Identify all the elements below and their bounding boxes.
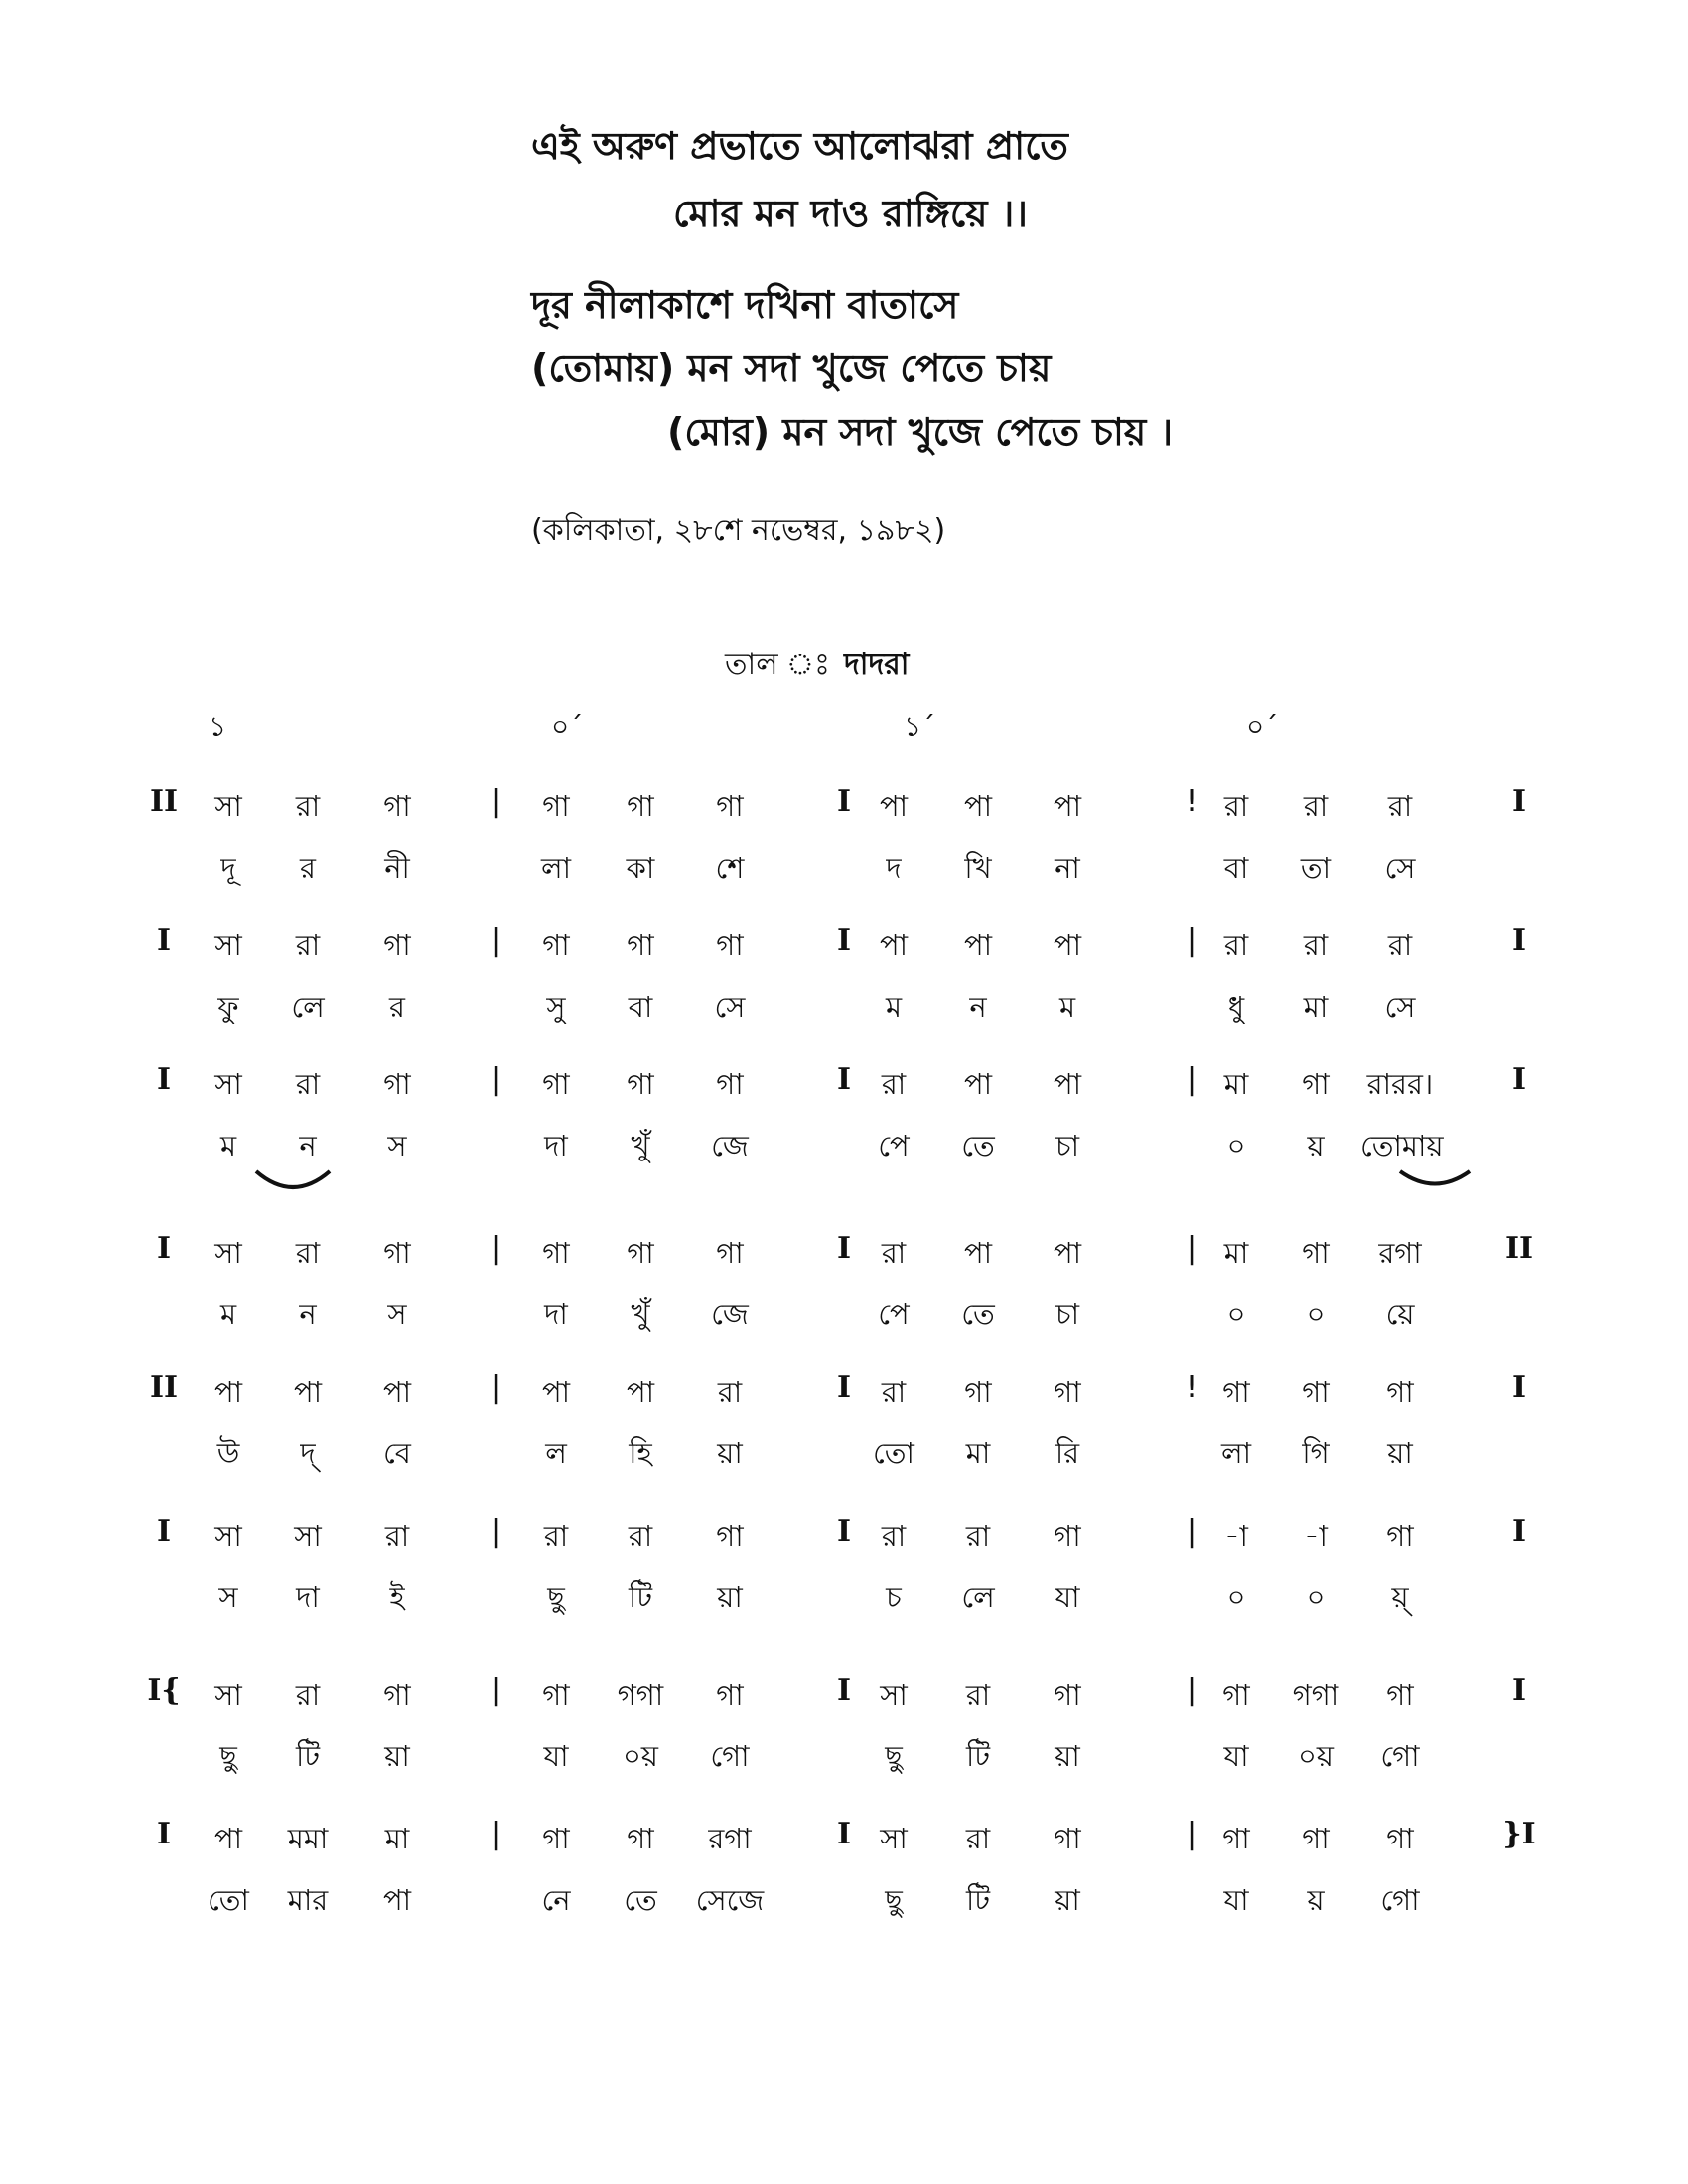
swara-note: গা [716,1067,744,1101]
bar-line: | [491,1817,502,1851]
swara-note: রা [543,1519,569,1553]
lyric-syllable: সে [1384,990,1416,1024]
swara-note: রা [1303,789,1329,823]
swara-note: গা [1386,1375,1414,1409]
bar-line: I [836,1062,852,1097]
swara-note: রা [295,928,321,962]
lyric-syllable: মার [287,1883,329,1917]
lyric-syllable: নী [384,851,410,885]
swara-note: রা [965,1519,991,1553]
swara-note: সা [214,1236,242,1270]
bar-line: ! [1185,1370,1198,1405]
lyric-syllable: দা [544,1297,568,1331]
lyric-syllable: তো [873,1436,914,1470]
swara-note: মা [1223,1236,1249,1270]
lyric-syllable: জে [711,1129,749,1162]
lyric-syllable: পে [878,1129,910,1162]
swara-note: গা [1302,1236,1330,1270]
swara-note: মা [384,1822,410,1855]
swara-note: সা [214,928,242,962]
lyric-syllable: য়ে [1385,1297,1415,1331]
swara-note: গা [1302,1375,1330,1409]
lyric-syllable: পা [382,1883,412,1917]
swara-note: গা [1386,1519,1414,1553]
swara-note: রা [295,1067,321,1101]
lyric-syllable: খুঁ [631,1129,650,1162]
bar-line: I{ [147,1673,181,1707]
bar-line: I [836,1673,852,1707]
lyric-syllable: সে [714,990,746,1024]
swara-note: রা [881,1067,907,1101]
lyric-syllable: নে [541,1883,571,1917]
lyric-syllable: ল [545,1436,567,1470]
bar-line: | [1186,923,1197,958]
swara-note: গা [627,928,654,962]
swara-note: গা [542,1822,570,1855]
swara-note: গা [1054,1678,1081,1711]
lyric-syllable: লা [1220,1436,1252,1470]
swara-note: গা [627,1822,654,1855]
swara-note: গা [1222,1822,1250,1855]
bar-line: I [836,1231,852,1266]
lyric-syllable: য়া [1387,1436,1413,1470]
tal-value: দাদরা [844,647,910,682]
lyric-syllable: বা [628,990,653,1024]
lyric-syllable: যা [543,1739,569,1773]
bar-line: | [491,923,502,958]
lyric-syllable: বা [1223,851,1249,885]
lyric-syllable: ০ [1306,1580,1326,1614]
swara-note: সা [214,1678,242,1711]
bar-line: I [1511,923,1527,958]
lyric-syllable: ন [299,1129,317,1162]
swara-note: গা [627,1067,654,1101]
lyric-syllable: কা [626,851,655,885]
lyric-syllable: দা [296,1580,320,1614]
lyric-syllable: শে [715,851,745,885]
swara-note: গা [1054,1822,1081,1855]
bar-line: | [491,784,502,819]
swara-note: গা [716,789,744,823]
swara-note: রারর। [1366,1067,1434,1101]
lyric-syllable: গো [1380,1739,1420,1773]
swara-note: রা [295,789,321,823]
lyric-line-4: (তোমায়) মন সদা খুজে পেতে চায় [531,346,1052,390]
swara-note: গা [383,928,411,962]
lyric-syllable: দ্ [300,1436,316,1470]
swara-note: গা [716,1236,744,1270]
swara-note: গা [542,1236,570,1270]
lyric-syllable: লা [540,851,572,885]
swara-note: পা [626,1375,655,1409]
lyric-syllable: স [387,1297,407,1331]
lyric-syllable: ফু [217,990,239,1024]
notation-row [0,1370,1688,1479]
bar-line: II [1504,1231,1534,1266]
beat-marker-4: ০´ [1246,710,1279,743]
beat-marker-3: ১´ [904,710,936,743]
bar-line: I [156,1817,172,1851]
composition-date: (কলিকাতা, ২৮শে নভেম্বর, ১৯৮২) [531,513,946,548]
lyric-syllable: বে [383,1436,411,1470]
swara-note: রা [1387,789,1413,823]
lyric-syllable: দ [886,851,902,885]
bar-line: II [149,784,179,819]
swara-note: গা [964,1375,992,1409]
lyric-syllable: স [218,1580,238,1614]
lyric-line-1: এই অরুণ প্রভাতে আলোঝরা প্রাতে [531,124,1068,168]
lyric-line-2: মোর মন দাও রাঙ্গিয়ে ।। [673,192,1028,235]
swara-note: গা [1302,1067,1330,1101]
swara-note: পা [1053,928,1082,962]
lyric-syllable: তো [208,1883,249,1917]
lyric-syllable: গো [1380,1883,1420,1917]
swara-note: গা [542,789,570,823]
notation-row [0,1514,1688,1623]
swara-note: সা [214,1519,242,1553]
lyric-syllable: যা [1223,1739,1249,1773]
lyric-syllable: না [1055,851,1080,885]
bar-line: I [836,1370,852,1405]
bar-line: | [1186,1817,1197,1851]
bar-line: I [1511,1062,1527,1097]
swara-note: গা [383,789,411,823]
lyric-syllable: ০ [1226,1129,1246,1162]
swara-note: পা [541,1375,571,1409]
swara-note: -া [1304,1519,1328,1553]
lyric-syllable: খি [964,851,992,885]
lyric-syllable: তে [624,1883,657,1917]
bar-line: }I [1502,1817,1536,1851]
lyric-syllable: সেজে [695,1883,765,1917]
bar-line: | [491,1062,502,1097]
lyric-syllable: ম [1058,990,1076,1024]
swara-note: রগা [1378,1236,1422,1270]
swara-note: গা [542,928,570,962]
swara-note: গা [716,928,744,962]
lyric-syllable: হি [629,1436,652,1470]
notation-row [0,1231,1688,1340]
beat-marker-1: ১ [209,710,227,743]
notation-row [0,1817,1688,1926]
swara-note: গা [716,1678,744,1711]
swara-note: গগা [617,1678,664,1711]
bar-line: I [836,923,852,958]
lyric-syllable: ম [219,1129,237,1162]
lyric-syllable: দূ [220,851,236,885]
swara-note: সা [214,789,242,823]
swara-note: গা [1386,1678,1414,1711]
bar-line: I [836,1514,852,1549]
lyric-syllable: সু [546,990,566,1024]
lyric-syllable: তোমায় [1360,1129,1444,1162]
bar-line: I [156,1231,172,1266]
lyric-syllable: ন [969,990,987,1024]
lyric-syllable: য়া [1055,1883,1080,1917]
lyric-syllable: চ [886,1580,902,1614]
swara-note: গা [1054,1375,1081,1409]
lyric-syllable: র [300,851,316,885]
bar-line: I [1511,1673,1527,1707]
lyric-syllable: য়া [384,1739,410,1773]
swara-note: রা [384,1519,410,1553]
swara-note: পা [213,1375,243,1409]
swara-note: রা [295,1236,321,1270]
swara-note: গা [627,789,654,823]
bar-line: | [491,1514,502,1549]
bar-line: | [1186,1673,1197,1707]
swara-note: সা [880,1822,908,1855]
lyric-syllable: ০য় [1298,1739,1334,1773]
swara-note: গা [542,1678,570,1711]
bar-line: II [149,1370,179,1405]
swara-note: গা [383,1067,411,1101]
swara-note: রা [295,1678,321,1711]
swara-note: গগা [1292,1678,1339,1711]
swara-note: রা [965,1678,991,1711]
lyric-syllable: স [387,1129,407,1162]
swara-note: পা [879,928,909,962]
bar-line: I [836,1817,852,1851]
lyric-syllable: তে [961,1129,995,1162]
swara-note: রগা [708,1822,752,1855]
lyric-syllable: যা [1223,1883,1249,1917]
swara-note: গা [1386,1822,1414,1855]
swara-note: পা [382,1375,412,1409]
swara-note: রা [881,1236,907,1270]
notation-row [0,784,1688,893]
swara-note: গা [716,1519,744,1553]
lyric-syllable: য় [1307,1883,1325,1917]
lyric-syllable: টি [295,1739,321,1773]
lyric-syllable: তে [961,1297,995,1331]
bar-line: I [1511,784,1527,819]
swara-note: রা [628,1519,653,1553]
swara-note: রা [965,1822,991,1855]
swara-note: পা [1053,789,1082,823]
bar-line: | [491,1370,502,1405]
swara-note: রা [1223,928,1249,962]
swara-note: গা [1054,1519,1081,1553]
lyric-syllable: ছু [219,1739,237,1773]
bar-line: | [1186,1231,1197,1266]
notation-row [0,1673,1688,1782]
lyric-syllable: ই [389,1580,405,1614]
beat-marker-2: ০´ [551,710,584,743]
lyric-syllable: চা [1055,1129,1080,1162]
swara-note: পা [293,1375,323,1409]
lyric-syllable: য় [1307,1129,1325,1162]
swara-note: পা [963,789,993,823]
swara-note: গা [1222,1375,1250,1409]
swara-note: সা [214,1067,242,1101]
swara-note: রা [1387,928,1413,962]
swara-note: রা [717,1375,743,1409]
bar-line: I [1511,1514,1527,1549]
lyric-syllable: যা [1055,1580,1080,1614]
swara-note: পা [213,1822,243,1855]
lyric-syllable: লে [961,1580,995,1614]
lyric-syllable: ছু [547,1580,565,1614]
swara-note: গা [383,1678,411,1711]
lyric-syllable: ০য় [623,1739,658,1773]
swara-note: গা [542,1067,570,1101]
bar-line: | [1186,1514,1197,1549]
lyric-syllable: মা [1303,990,1329,1024]
lyric-syllable: লে [291,990,325,1024]
swara-note: -া [1224,1519,1248,1553]
bar-line: I [156,923,172,958]
lyric-syllable: গি [1302,1436,1330,1470]
lyric-syllable: তা [1300,851,1332,885]
lyric-syllable: দা [544,1129,568,1162]
lyric-syllable: টি [628,1580,653,1614]
swara-note: গা [383,1236,411,1270]
notation-row [0,1062,1688,1171]
lyric-syllable: ম [219,1297,237,1331]
bar-line: ! [1185,784,1198,819]
swara-note: রা [881,1375,907,1409]
notation-row [0,923,1688,1032]
swara-note: পা [963,1067,993,1101]
swara-note: রা [1223,789,1249,823]
lyric-syllable: উ [216,1436,240,1470]
lyric-syllable: ০ [1226,1297,1246,1331]
swara-note: রা [1303,928,1329,962]
lyric-syllable: য়া [717,1580,743,1614]
swara-note: সা [294,1519,322,1553]
swara-note: গা [627,1236,654,1270]
lyric-syllable: খুঁ [631,1297,650,1331]
lyric-syllable: ন [299,1297,317,1331]
lyric-syllable: ছু [885,1739,903,1773]
lyric-syllable: চা [1055,1297,1080,1331]
swara-note: পা [963,1236,993,1270]
tal-label: তাল ঃ [725,647,830,682]
lyric-syllable: য়া [717,1436,743,1470]
swara-note: মা [1223,1067,1249,1101]
lyric-syllable: য়্ [1391,1580,1409,1614]
lyric-syllable: ০ [1306,1297,1326,1331]
bar-line: I [156,1514,172,1549]
lyric-syllable: য়া [1055,1739,1080,1773]
bar-line: | [1186,1062,1197,1097]
bar-line: I [1511,1370,1527,1405]
swara-note: গা [1302,1822,1330,1855]
swara-note: পা [1053,1236,1082,1270]
lyric-syllable: ছু [885,1883,903,1917]
lyric-syllable: জে [711,1297,749,1331]
lyric-syllable: পে [878,1297,910,1331]
lyric-syllable: টি [965,1739,991,1773]
lyric-syllable: ম [885,990,903,1024]
swara-note: গা [1222,1678,1250,1711]
lyric-syllable: ধু [1227,990,1245,1024]
bar-line: I [836,784,852,819]
swara-note: সা [880,1678,908,1711]
bar-line: | [491,1231,502,1266]
lyric-syllable: র [389,990,405,1024]
lyric-syllable: ০ [1226,1580,1246,1614]
lyric-line-5: (মোর) মন সদা খুজে পেতে চায় । [667,410,1174,454]
swara-note: রা [881,1519,907,1553]
lyric-line-3: দূর নীলাকাশে দখিনা বাতাসে [531,283,959,327]
bar-line: I [156,1062,172,1097]
lyric-syllable: মা [965,1436,991,1470]
swara-note: পা [1053,1067,1082,1101]
swara-note: পা [879,789,909,823]
lyric-syllable: টি [965,1883,991,1917]
swara-note: পা [963,928,993,962]
bar-line: | [491,1673,502,1707]
swara-note: মমা [287,1822,329,1855]
lyric-syllable: গো [710,1739,750,1773]
lyric-syllable: রি [1055,1436,1080,1470]
lyric-syllable: সে [1384,851,1416,885]
